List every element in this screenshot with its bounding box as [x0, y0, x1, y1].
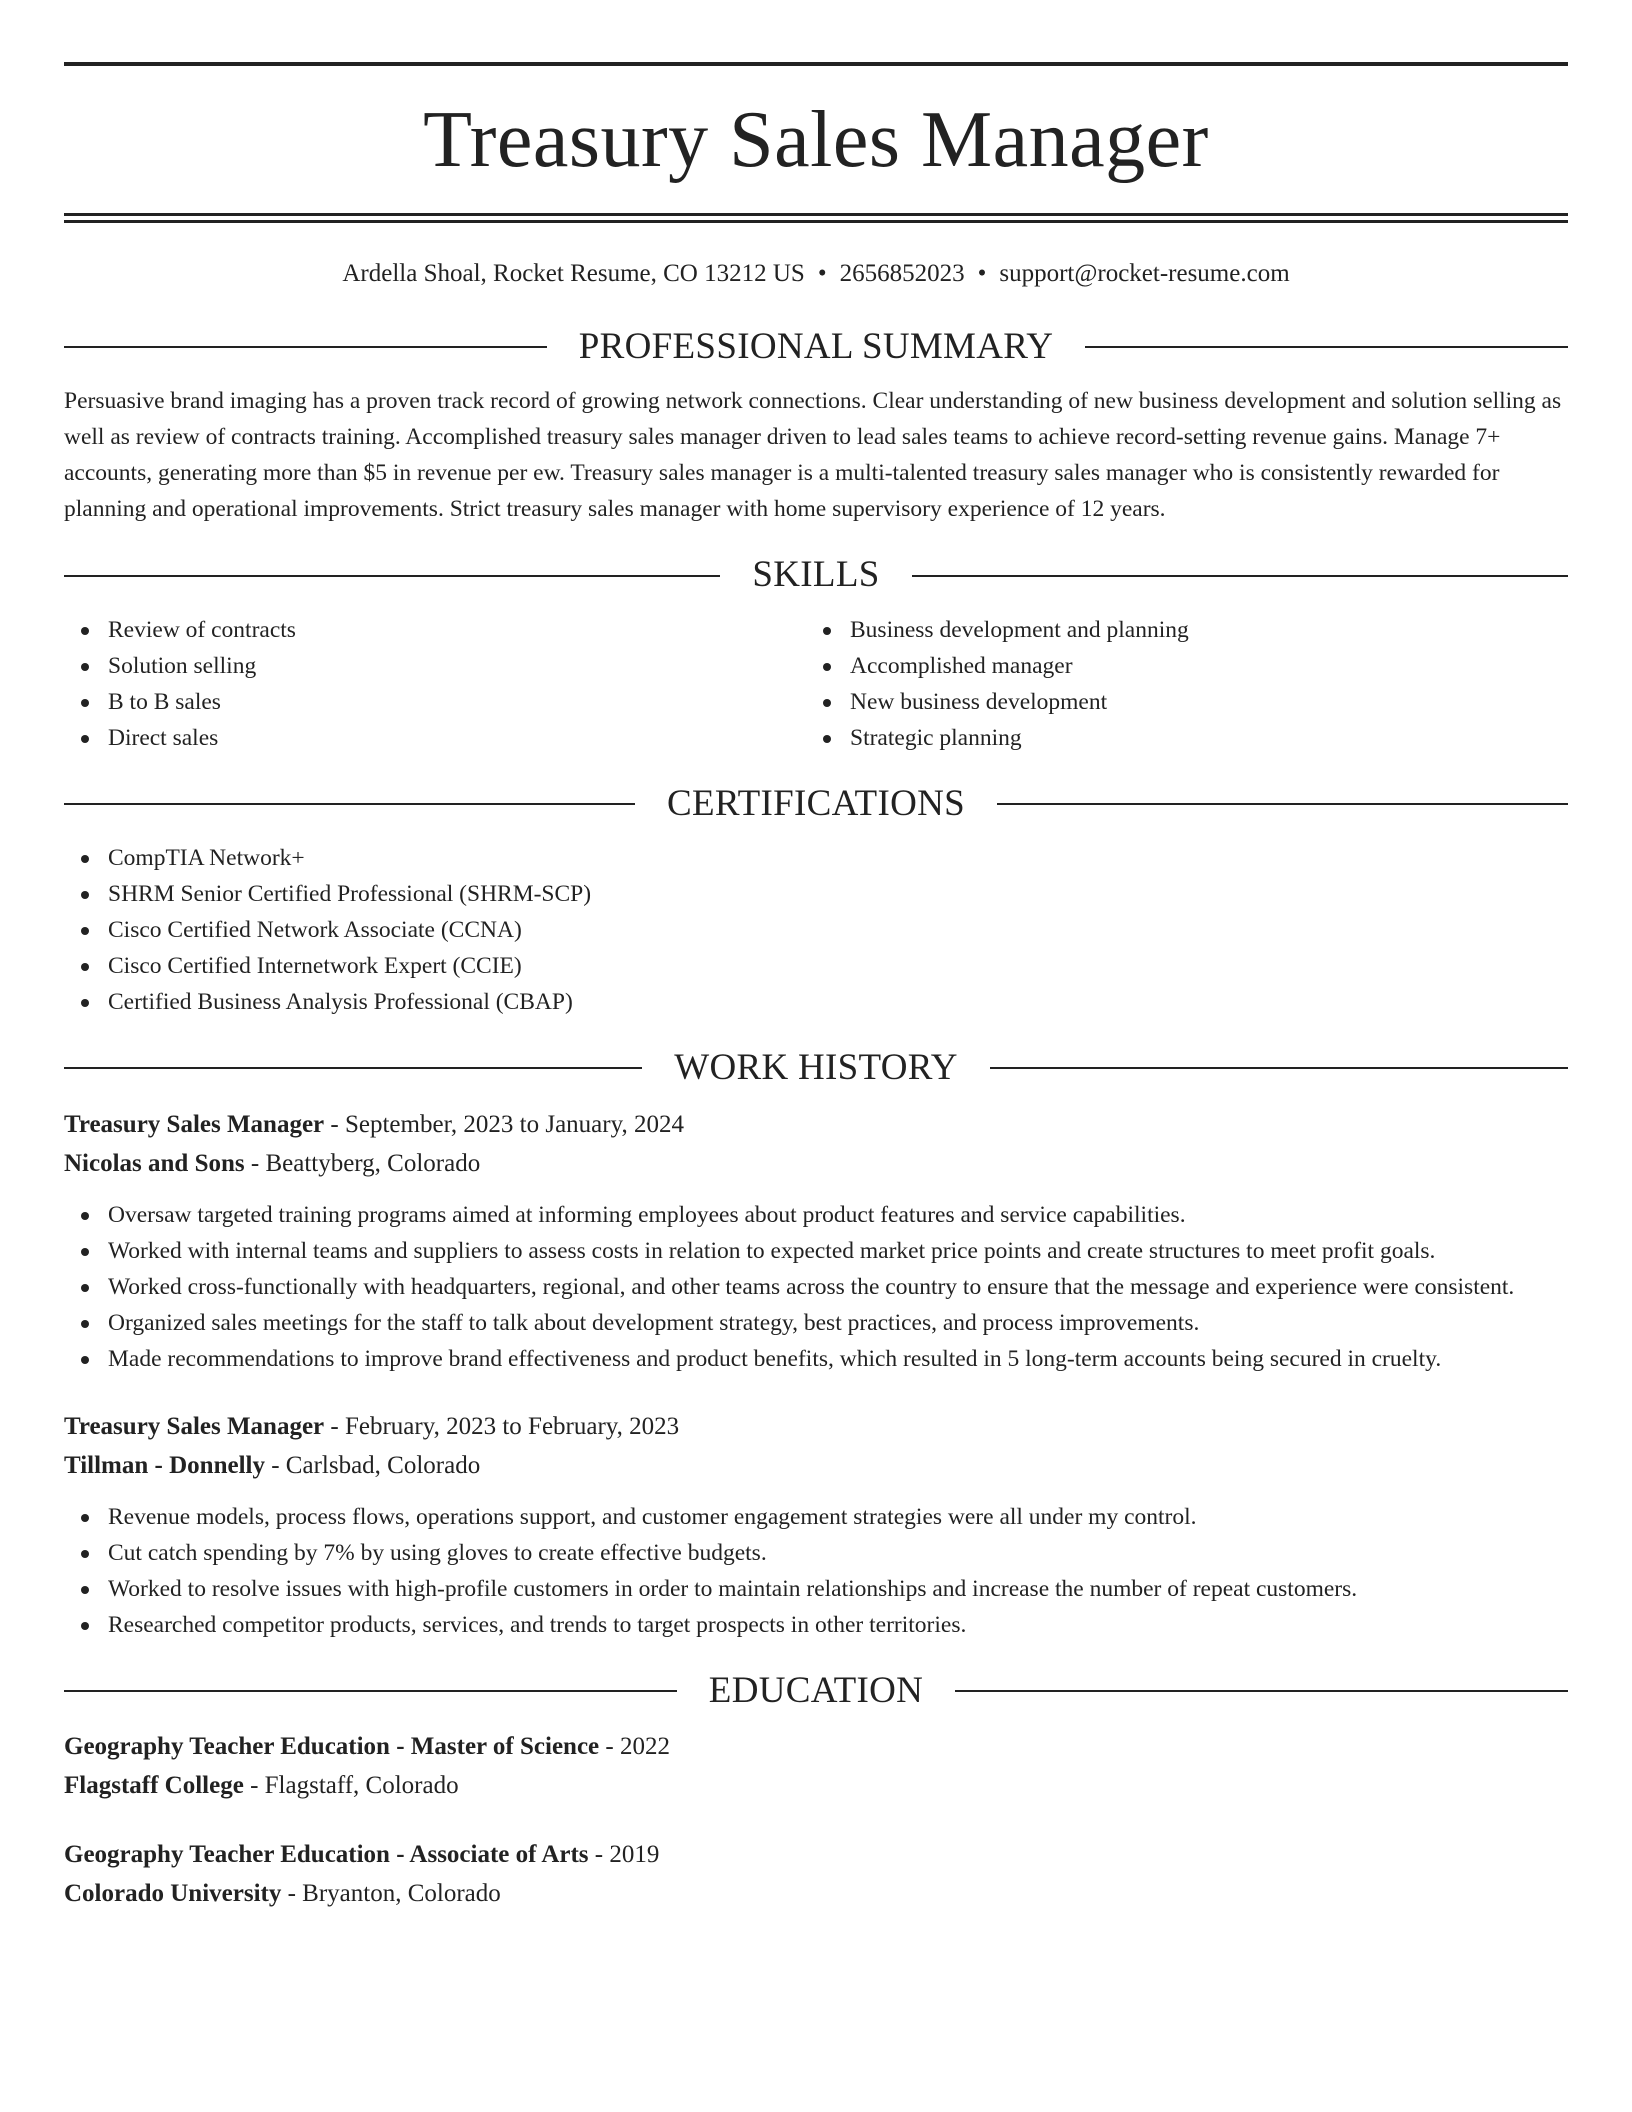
job-title: Treasury Sales Manager: [64, 1412, 325, 1440]
list-item: Business development and planning: [806, 612, 1548, 648]
divider-line: [64, 1690, 677, 1692]
summary-section-header: [64, 325, 1568, 369]
list-item: Strategic planning: [806, 720, 1548, 756]
divider-line: [955, 1690, 1568, 1692]
education-heading: EDUCATION: [708, 1669, 924, 1711]
list-item: Cisco Certified Internetwork Expert (CCIE): [64, 948, 1568, 984]
skills-grid: [64, 612, 1568, 756]
list-item: Worked to resolve issues with high-profile customers in order to maintain relationships and increase the number of repeat customers.: [64, 1571, 1568, 1607]
education-school-line: [64, 1874, 1568, 1913]
skills-heading: SKILLS: [752, 554, 880, 596]
job-entry: [64, 1105, 1568, 1377]
contact-phone: 2656852023: [839, 260, 965, 287]
job-title-line: [64, 1105, 1568, 1144]
resume-page: [64, 62, 1568, 1913]
education-degree-line: [64, 1727, 1568, 1766]
list-item: Solution selling: [64, 648, 806, 684]
job-title-line: [64, 1407, 1568, 1446]
divider-line: [1085, 346, 1568, 348]
divider-line: [64, 346, 547, 348]
job-bullets: [64, 1197, 1568, 1377]
list-item: B to B sales: [64, 684, 806, 720]
job-entry: [64, 1407, 1568, 1643]
education-year: - 2019: [588, 1840, 660, 1868]
education-school: Colorado University: [64, 1879, 282, 1907]
job-location: - Beattyberg, Colorado: [244, 1149, 481, 1177]
work-heading: WORK HISTORY: [674, 1047, 958, 1089]
education-degree: Geography Teacher Education - Associate of Arts: [64, 1840, 589, 1868]
list-item: Cisco Certified Network Associate (CCNA): [64, 912, 1568, 948]
skills-list-left: [64, 612, 806, 756]
page-title: Treasury Sales Manager: [423, 96, 1209, 184]
divider-line: [997, 803, 1568, 805]
divider-line: [64, 1067, 642, 1069]
list-item: Cut catch spending by 7% by using gloves to create effective budgets.: [64, 1535, 1568, 1571]
list-item: New business development: [806, 684, 1548, 720]
list-item: Direct sales: [64, 720, 806, 756]
job-company-line: [64, 1446, 1568, 1485]
divider-line: [990, 1067, 1568, 1069]
education-degree: Geography Teacher Education - Master of Science: [64, 1732, 600, 1760]
contact-email: support@rocket-resume.com: [999, 260, 1290, 287]
separator-dot: •: [977, 260, 987, 287]
education-year: - 2022: [599, 1732, 670, 1760]
contact-address: Ardella Shoal, Rocket Resume, CO 13212 US: [342, 260, 805, 287]
education-degree-line: [64, 1835, 1568, 1874]
summary-heading: PROFESSIONAL SUMMARY: [578, 326, 1054, 367]
list-item: Organized sales meetings for the staff to talk about development strategy, best practices, and process improvements.: [64, 1305, 1568, 1341]
list-item: Revenue models, process flows, operations support, and customer engagement strategies were all under my control.: [64, 1499, 1568, 1535]
job-location: - Carlsbad, Colorado: [264, 1451, 481, 1479]
job-title: Treasury Sales Manager: [64, 1110, 325, 1138]
list-item: Accomplished manager: [806, 648, 1548, 684]
job-dates: - February, 2023 to February, 2023: [324, 1412, 680, 1440]
education-location: - Flagstaff, Colorado: [243, 1771, 459, 1799]
education-section-header: [64, 1669, 1568, 1713]
education-school-line: [64, 1766, 1568, 1805]
list-item: Certified Business Analysis Professional (CBAP): [64, 984, 1568, 1020]
skills-list-right: [806, 612, 1548, 756]
certifications-heading: CERTIFICATIONS: [667, 782, 965, 824]
contact-line: [64, 259, 1568, 289]
job-company: Nicolas and Sons: [64, 1149, 245, 1177]
list-item: CompTIA Network+: [64, 840, 1568, 876]
skills-section-header: [64, 553, 1568, 597]
job-company-line: [64, 1144, 1568, 1183]
divider-line: [64, 575, 720, 577]
job-bullets: [64, 1499, 1568, 1643]
list-item: SHRM Senior Certified Professional (SHRM-SCP): [64, 876, 1568, 912]
list-item: Review of contracts: [64, 612, 806, 648]
education-entry: [64, 1835, 1568, 1913]
education-entry: [64, 1727, 1568, 1805]
job-dates: - September, 2023 to January, 2024: [324, 1110, 684, 1138]
divider-line: [912, 575, 1568, 577]
top-rule: [64, 62, 1568, 66]
summary-text: Persuasive brand imaging has a proven track record of growing network connections. Clear understanding of new business development and solution selling as well as review of contracts training. Accomplished treasury sales manager driven to lead sales teams to achieve record-setting revenue gains. Manage 7+ accounts, generating more than $5 in revenue per ew. Treasury sales manager is a multi-talented treasury sales manager who is consistently rewarded for planning and operational improvements. Strict treasury sales manager with home supervisory experience of 12 years.: [64, 388, 1562, 523]
list-item: Oversaw targeted training programs aimed at informing employees about product features and service capabilities.: [64, 1197, 1568, 1233]
separator-dot: •: [817, 260, 827, 287]
certifications-list: [64, 840, 1568, 1020]
title-double-rule: [64, 213, 1568, 223]
job-company: Tillman - Donnelly: [64, 1451, 265, 1479]
list-item: Researched competitor products, services, and trends to target prospects in other territories.: [64, 1607, 1568, 1643]
certifications-section-header: [64, 782, 1568, 826]
work-section-header: [64, 1046, 1568, 1090]
divider-line: [64, 803, 635, 805]
education-school: Flagstaff College: [64, 1771, 244, 1799]
list-item: Worked cross-functionally with headquarters, regional, and other teams across the country to ensure that the message and experience were consistent.: [64, 1269, 1568, 1305]
list-item: Made recommendations to improve brand effectiveness and product benefits, which resulted in 5 long-term accounts being secured in cruelty.: [64, 1341, 1568, 1377]
education-location: - Bryanton, Colorado: [281, 1879, 501, 1907]
list-item: Worked with internal teams and suppliers to assess costs in relation to expected market price points and create structures to meet profit goals.: [64, 1233, 1568, 1269]
